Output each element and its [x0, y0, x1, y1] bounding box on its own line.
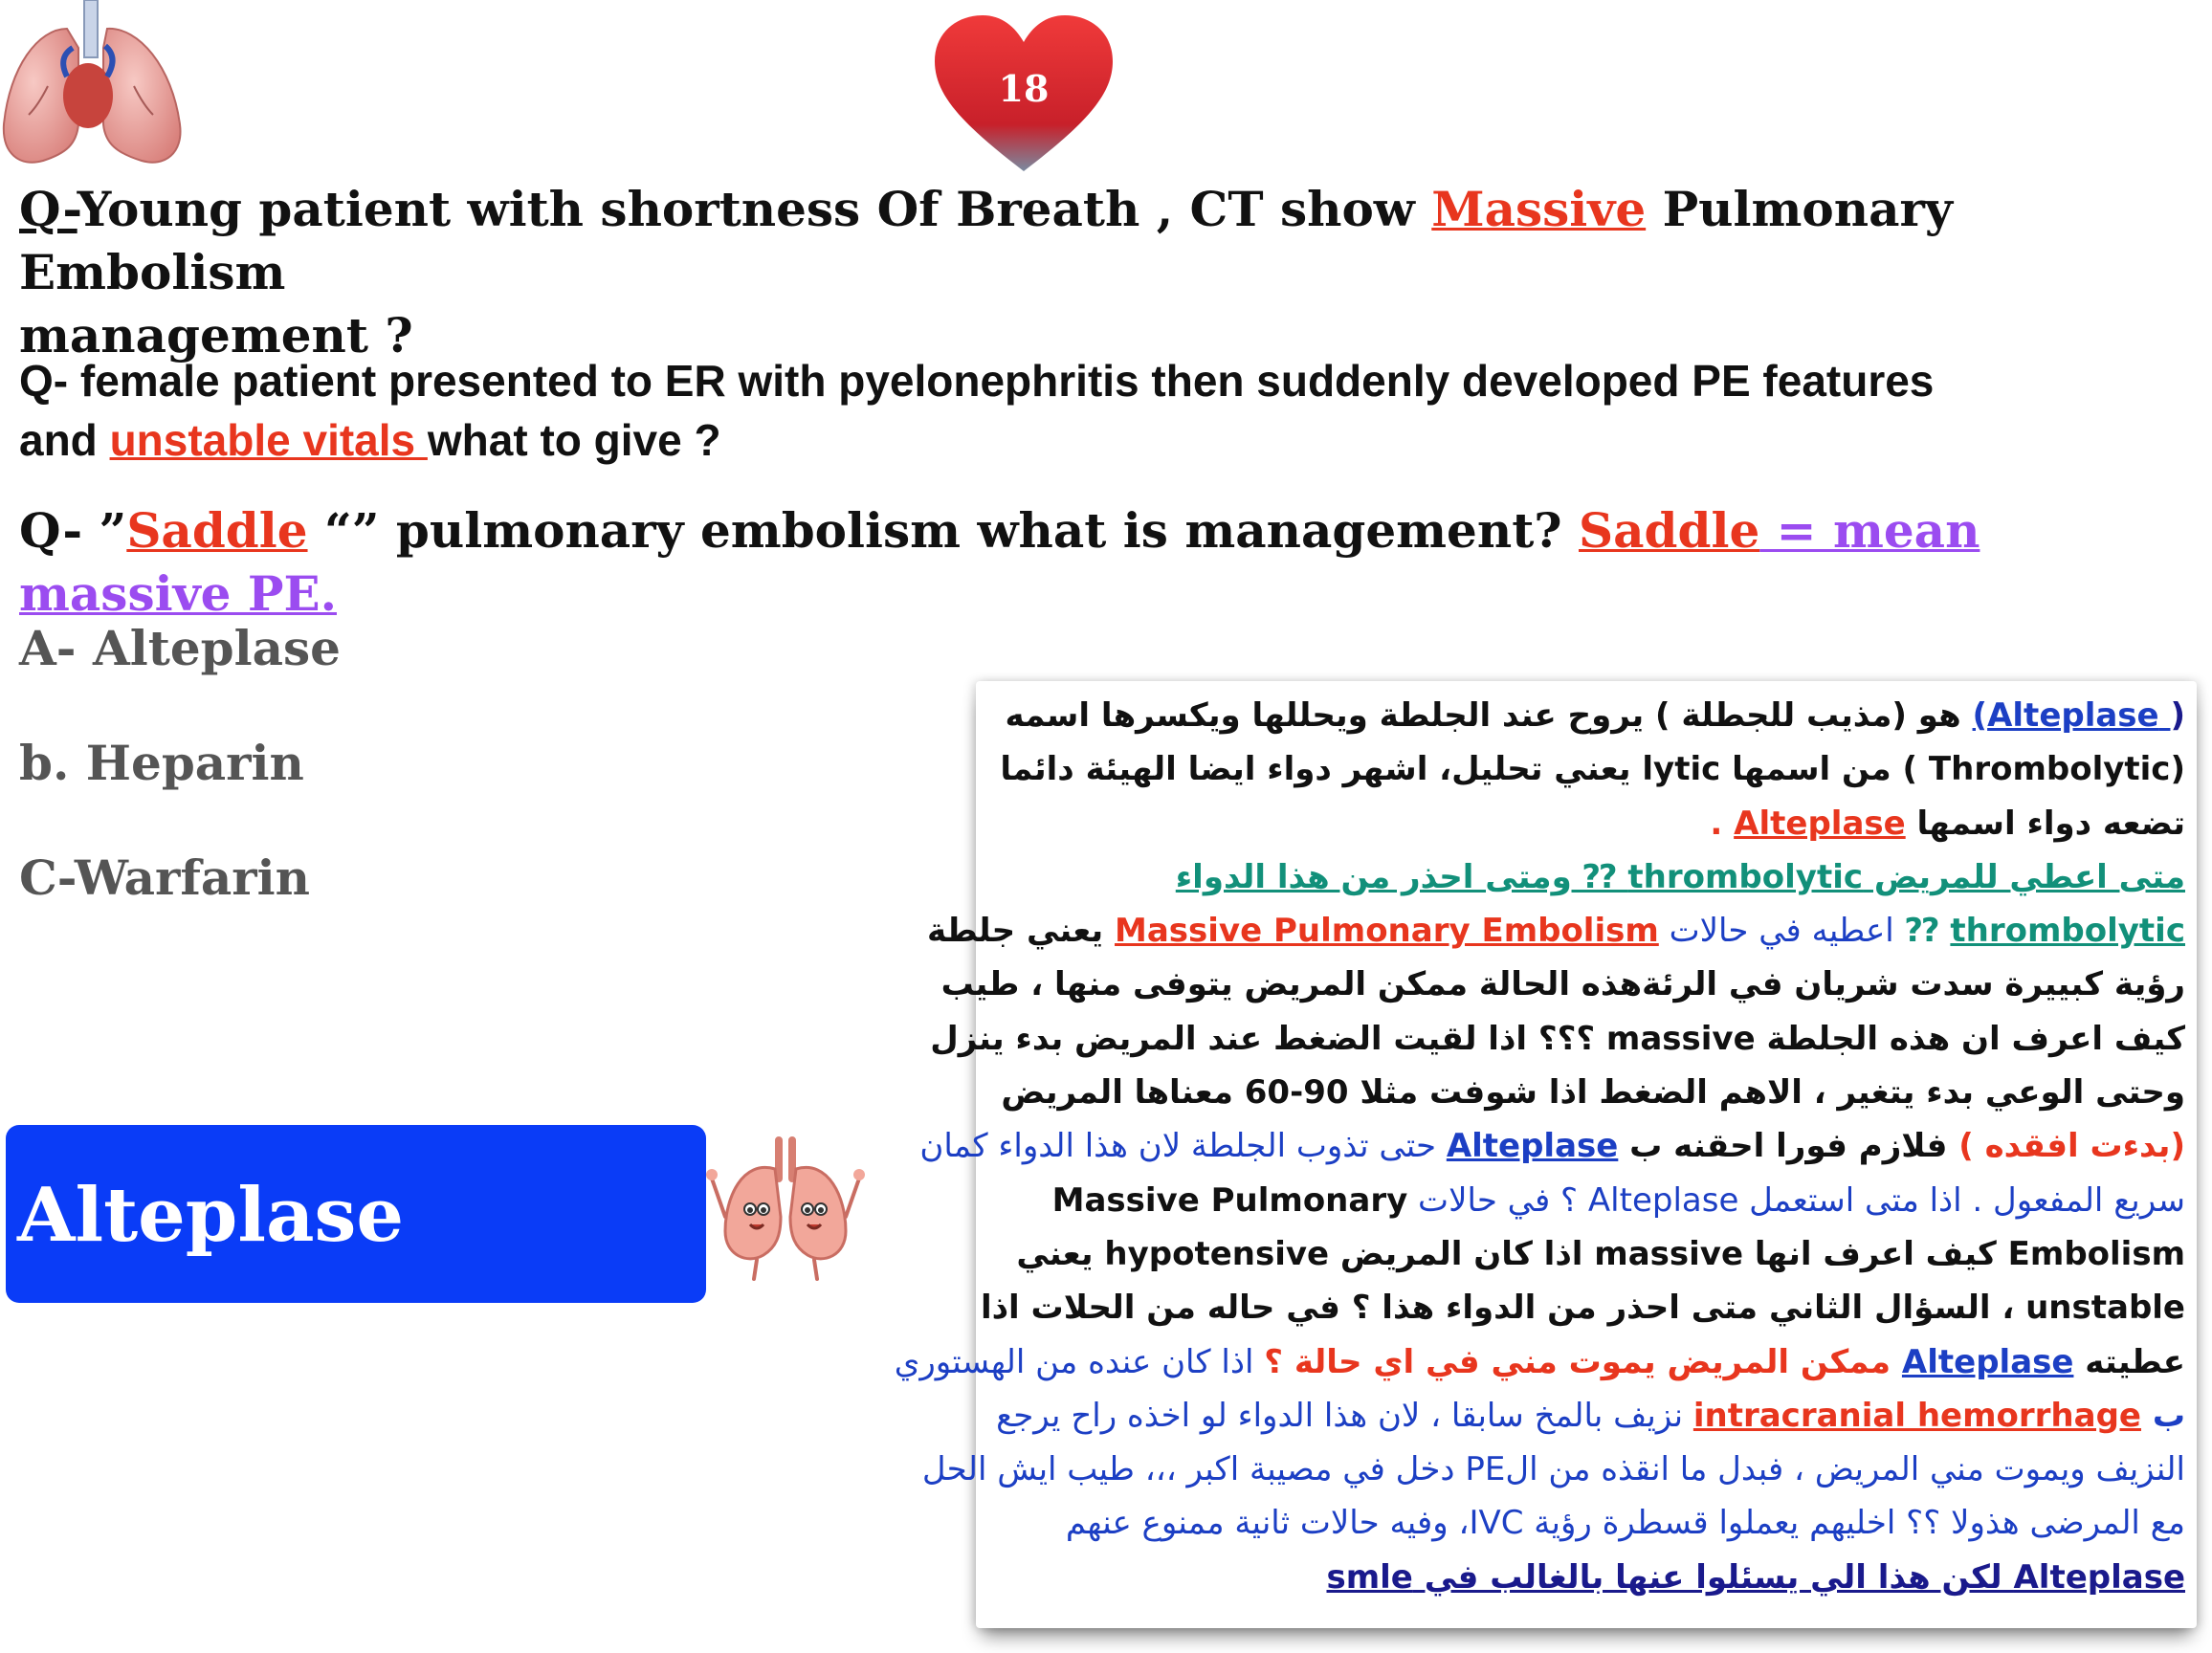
question-2-text-end: what to give ?: [427, 415, 721, 465]
note-line: رؤية كبييرة سدت شريان في الرئةهذه الحالة ممكن المريض يتوفى منها ، طيب: [940, 965, 2185, 1004]
note-text: هو (مذيب للجطلة ) يروح عند الجلطة ويحللها ويكسرها اسمه: [1005, 696, 1973, 735]
note-text: حتى تذوب الجلطة لان هذا الدواء كمان: [919, 1127, 1447, 1166]
note-text: سريع المفعول . اذا متى استعمل Alteplase ؟ في حالات: [1407, 1180, 2185, 1220]
question-1-line-1: [19, 178, 2201, 304]
question-2: [19, 351, 2201, 470]
explanation-note: [894, 681, 2197, 1628]
note-line: (Thrombolytic ) من اسمها lytic يعني تحليل، اشهر دواء ايضا الهيئة دائما: [1000, 750, 2185, 789]
note-text: ⁇: [1893, 912, 1951, 951]
question-3-text: “” pulmonary embolism what is management?: [307, 502, 1580, 559]
note-term: Massive Pulmonary: [1051, 1180, 1408, 1220]
note-text: عطيته: [2073, 1342, 2185, 1381]
note-term: Alteplase): [1972, 696, 2171, 735]
explanation-text: [894, 689, 2185, 1604]
question-3-prefix: Q- ”: [19, 502, 127, 559]
note-line: [991, 1389, 2185, 1443]
question-3-note: = mean massive PE.: [19, 502, 1980, 622]
question-2-text-and: and: [19, 415, 110, 465]
note-text: اذا كان عنده من الهستوري: [894, 1342, 1265, 1381]
note-text: متى اعطي للمريض thrombolytic: [1627, 857, 2185, 896]
question-1-line-2: management ?: [19, 307, 413, 364]
option-b: b. Heparin: [19, 735, 304, 791]
note-term: Alteplase: [1734, 804, 1906, 843]
note-text: (: [2170, 696, 2185, 735]
question-3-saddle: Saddle: [126, 502, 308, 559]
note-text: فلازم فورا احقنه ب: [1618, 1127, 1959, 1166]
question-1-prefix: Q-: [19, 181, 77, 237]
note-line: Embolism كيف اعرف انها massive اذا كان المريض hypotensive يعني: [1016, 1234, 2185, 1273]
cartoon-lungs-icon: [704, 1121, 867, 1284]
note-line: مع المرضى هذولا ؟؟ اخليهم يعملوا قسطرة رؤية IVC، وفيه حالات ثانية ممنوع عنهم: [1065, 1504, 2185, 1543]
note-term: intracranial hemorrhage: [1692, 1396, 2141, 1435]
note-line: [991, 689, 2185, 742]
note-line: كيف اعرف ان هذه الجلطة massive ؟؟؟ اذا لقيت الضغط عند المريض بدء ينزل: [930, 1019, 2185, 1058]
note-text: نزيف بالمخ سابقا ، لان هذا الدواء لو اخذه راح يرجع: [996, 1396, 1693, 1435]
note-text: .: [1710, 804, 1735, 843]
question-3-highlight: Saddle: [1579, 502, 1760, 559]
note-line: [919, 1119, 2185, 1173]
note-text: يعني جلطة: [926, 912, 1116, 951]
note-term: thrombolytic: [1950, 912, 2185, 951]
page-number: 18: [998, 67, 1050, 110]
question-1-highlight: Massive: [1431, 181, 1647, 237]
note-line: [894, 1335, 2185, 1389]
note-text: (بدءت افقده ): [1958, 1127, 2185, 1166]
note-text: ب: [2140, 1396, 2185, 1435]
note-line: النزيف ويموت مني المريض ، فبدل ما انقذه من الPE دخل في مصيبة اكبر ،،، طيب ايش الحل: [921, 1450, 2185, 1489]
note-text: ممكن المريض يموت مني في اي حالة ؟: [1264, 1342, 1902, 1381]
note-line: [991, 1174, 2185, 1227]
note-text: تضعه دواء اسمها: [1905, 804, 2185, 843]
note-term: Alteplase: [1446, 1127, 1619, 1166]
question-2-highlight: unstable vitals: [109, 415, 428, 465]
note-term: Alteplase: [1901, 1342, 2074, 1381]
note-line: وحتى الوعي بدء يتغير ، الاهم الضغط اذا شوفت مثلا 90-60 معناها المريض: [1001, 1073, 2185, 1113]
answer-text: Alteplase: [17, 1172, 405, 1259]
note-line: unstable ، السؤال الثاني متى احذر من الدواء هذا ؟ في حاله من الحلات اذا: [980, 1289, 2185, 1328]
note-line: [991, 850, 2185, 904]
lungs-heart-icon: [0, 0, 191, 172]
note-text: اعطيه في حالات: [1658, 912, 1894, 951]
note-line: [926, 904, 2185, 958]
question-3: [19, 499, 2201, 626]
question-1-text-end: Pulmonary Embolism: [19, 181, 1953, 300]
question-1-text: Young patient with shortness Of Breath , CT show: [77, 181, 1432, 237]
question-1: [19, 178, 2201, 367]
question-2-line-2: [19, 410, 2201, 470]
note-term: Massive Pulmonary Embolism: [1115, 912, 1659, 951]
question-2-line-1: Q- female patient presented to ER with pyelonephritis then suddenly developed PE features: [19, 356, 1935, 406]
note-line: [991, 797, 2185, 850]
option-c: C-Warfarin: [19, 849, 310, 906]
note-line: Alteplase لكن هذا الي يسئلوا عنها بالغالب في smle: [1326, 1557, 2185, 1597]
option-a: A- Alteplase: [19, 620, 341, 676]
note-text: ⁇ ومتى احذر من هذا الدواء: [1175, 857, 1628, 896]
